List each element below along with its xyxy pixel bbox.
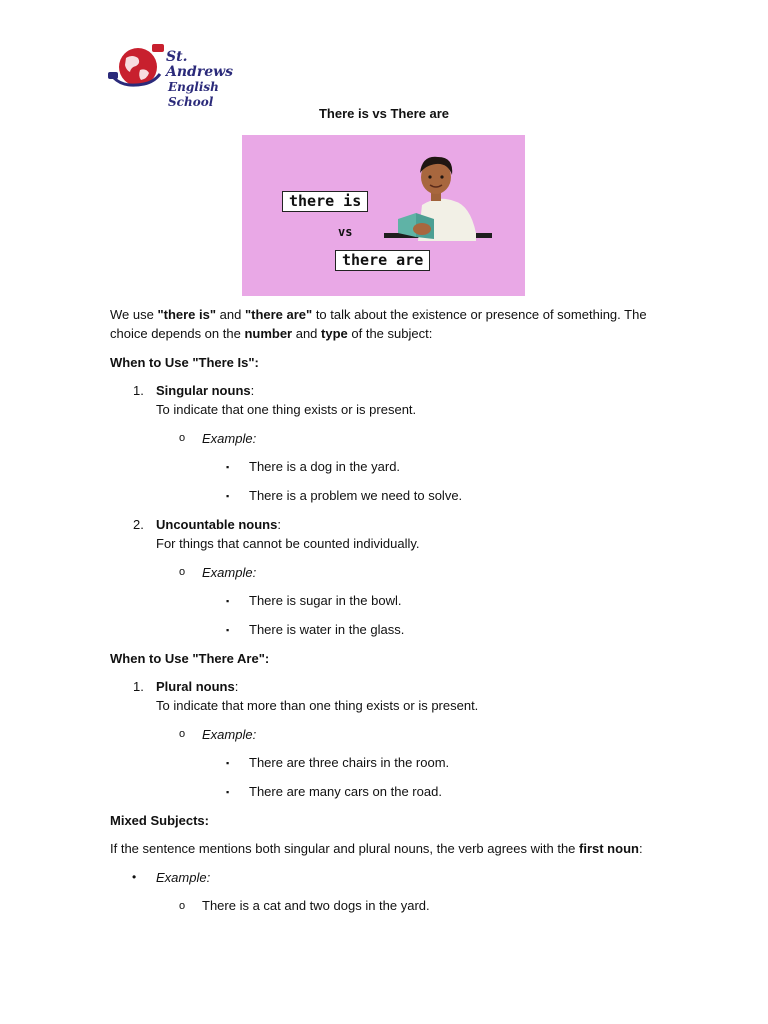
logo-line-2: English School xyxy=(168,80,219,109)
list-item-title: Singular nouns: xyxy=(156,383,255,398)
example-sentence: There is a cat and two dogs in the yard. xyxy=(202,898,430,913)
example-label: Example: xyxy=(202,565,257,580)
circle-bullet: o xyxy=(179,728,186,740)
list-number: 2. xyxy=(133,517,144,532)
square-bullet: ▪ xyxy=(226,462,230,472)
there-is-tag: there is xyxy=(282,191,368,212)
example-sentence: There is a problem we need to solve. xyxy=(249,488,463,503)
list-number: 1. xyxy=(133,679,144,694)
square-bullet: ▪ xyxy=(226,758,230,768)
example-sentence: There is a dog in the yard. xyxy=(249,459,401,474)
example-sentence: There is water in the glass. xyxy=(249,622,405,637)
square-bullet: ▪ xyxy=(226,491,230,501)
reading-boy-icon xyxy=(378,149,494,241)
list-item-title: Uncountable nouns: xyxy=(156,517,281,532)
list-item-description: To indicate that one thing exists or is present. xyxy=(156,402,417,417)
example-label: Example: xyxy=(156,870,211,885)
logo-line-1: St. Andrews xyxy=(166,49,234,80)
intro-line-2: choice depends on the number and type of the subject: xyxy=(110,326,433,341)
example-sentence: There are many cars on the road. xyxy=(249,784,442,799)
intro-line-1: We use "there is" and "there are" to talk about the existence or presence of something. The xyxy=(110,307,647,322)
example-sentence: There are three chairs in the room. xyxy=(249,755,450,770)
dot-bullet: • xyxy=(132,870,137,884)
mixed-subjects-heading: Mixed Subjects: xyxy=(110,813,209,828)
there-are-heading: When to Use "There Are": xyxy=(110,651,270,666)
list-number: 1. xyxy=(133,383,144,398)
square-bullet: ▪ xyxy=(226,596,230,606)
example-label: Example: xyxy=(202,431,257,446)
vs-label: vs xyxy=(338,225,353,239)
square-bullet: ▪ xyxy=(226,625,230,635)
circle-bullet: o xyxy=(179,900,186,912)
there-is-heading: When to Use "There Is": xyxy=(110,355,259,370)
circle-bullet: o xyxy=(179,566,186,578)
list-item-description: To indicate that more than one thing exists or is present. xyxy=(156,698,479,713)
example-sentence: There is sugar in the bowl. xyxy=(249,593,402,608)
circle-bullet: o xyxy=(179,432,186,444)
example-label: Example: xyxy=(202,727,257,742)
list-item-description: For things that cannot be counted individually. xyxy=(156,536,420,551)
globe-icon xyxy=(108,42,166,90)
banner-illustration xyxy=(242,135,525,296)
mixed-subjects-sentence: If the sentence mentions both singular and plural nouns, the verb agrees with the first noun: xyxy=(110,841,643,856)
there-are-tag: there are xyxy=(335,250,430,271)
school-logo xyxy=(108,42,258,109)
square-bullet: ▪ xyxy=(226,787,230,797)
page-title: There is vs There are xyxy=(318,106,450,121)
list-item-title: Plural nouns: xyxy=(156,679,239,694)
